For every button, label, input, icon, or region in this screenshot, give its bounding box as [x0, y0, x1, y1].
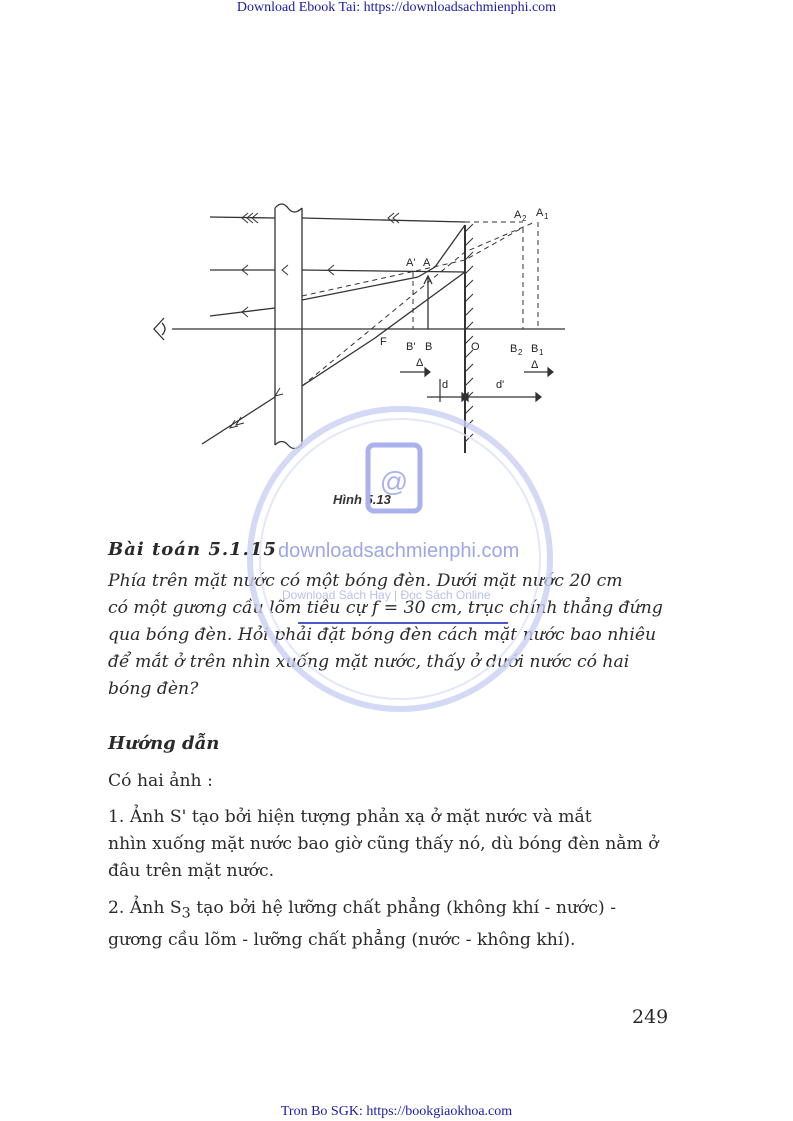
- label-B: B: [425, 341, 433, 353]
- page-number: 249: [632, 1006, 669, 1028]
- p2-text-a: 2. Ảnh S: [108, 898, 182, 918]
- paragraph-line: gương cầu lõm - lưỡng chất phẳng (nước - không khí).: [108, 930, 576, 951]
- slab-top-break: [275, 204, 302, 212]
- text-underline-annotation: [298, 622, 508, 624]
- ray-lower: [210, 277, 418, 316]
- label-A: A: [423, 257, 431, 269]
- label-d: d: [442, 379, 449, 391]
- problem-line: bóng đèn?: [108, 679, 199, 699]
- problem-line: để mắt ở trên nhìn xuống mặt nước, thấy ở dưới nước có hai: [108, 652, 630, 672]
- label-A1-sub: 1: [544, 212, 549, 221]
- page-footer-link[interactable]: Tron Bo SGK: https://bookgiaokhoa.com: [280, 1104, 513, 1119]
- label-O: O: [471, 341, 480, 353]
- label-delta-left: Δ: [416, 357, 424, 369]
- label-delta-right: Δ: [531, 359, 539, 371]
- watermark-text: downloadsachmienphi.com: [278, 540, 520, 562]
- slab-bottom-break: [275, 442, 302, 449]
- watermark-subtext: Download Sách Hay | Đọc Sách Online: [282, 588, 491, 602]
- optics-diagram: [140, 200, 590, 480]
- label-B2: B: [510, 343, 518, 355]
- delta-left-head: [425, 368, 430, 376]
- label-B2-sub: 2: [518, 348, 523, 357]
- dprime-right-head: [536, 393, 541, 401]
- delta-right-head: [548, 368, 553, 376]
- paragraph-line: 1. Ảnh S' tạo bởi hiện tượng phản xạ ở mặt nước và mắt: [108, 807, 592, 827]
- label-A1: A: [536, 207, 544, 219]
- eye-pupil: [162, 323, 165, 335]
- problem-line: có một gương cầu lõm tiêu cự f = 30 cm, trục chính thẳng đứng: [108, 598, 663, 618]
- label-A2-sub: 2: [522, 214, 527, 223]
- page-header-link[interactable]: Download Ebook Tai: https://downloadsachmienphi.com: [236, 0, 557, 15]
- guide-paragraph-1: [108, 804, 672, 885]
- label-A2: A: [514, 209, 522, 221]
- label-B1: B: [531, 343, 539, 355]
- problem-line: qua bóng đèn. Hỏi phải đặt bóng đèn cách mặt nước bao nhiêu: [108, 625, 657, 645]
- guide-title: Hướng dẫn: [108, 733, 220, 754]
- label-Bprime: B': [406, 341, 416, 353]
- label-dprime: d': [496, 379, 505, 391]
- eye-icon: [154, 318, 164, 340]
- label-F: F: [380, 336, 387, 348]
- problem-line: Phía trên mặt nước có một bóng đèn. Dưới mặt nước 20 cm: [108, 571, 623, 591]
- ray-bottom-arrows-2: [275, 388, 283, 396]
- ray-bottom: [202, 272, 465, 444]
- reflected-ray-1: [418, 225, 465, 277]
- p2-text-b: tạo bởi hệ lưỡng chất phẳng (không khí - nước) -: [190, 898, 617, 918]
- guide-intro: Có hai ảnh :: [108, 771, 213, 791]
- p2-subscript: 3: [181, 905, 191, 922]
- paragraph-line: [108, 895, 672, 927]
- guide-paragraph-2: [108, 895, 672, 954]
- label-B1-sub: 1: [539, 348, 544, 357]
- label-Aprime: A': [406, 257, 416, 269]
- paragraph-line: nhìn xuống mặt nước bao giờ cũng thấy nó, dù bóng đèn nằm ở: [108, 834, 659, 854]
- svg-text:@: @: [379, 466, 409, 497]
- figure-caption: Hình 5.13: [333, 492, 391, 507]
- problem-title: Bài toán 5.1.15: [108, 539, 277, 560]
- paragraph-line: đâu trên mặt nước.: [108, 861, 275, 881]
- ray-top-arrows-2: [388, 213, 399, 223]
